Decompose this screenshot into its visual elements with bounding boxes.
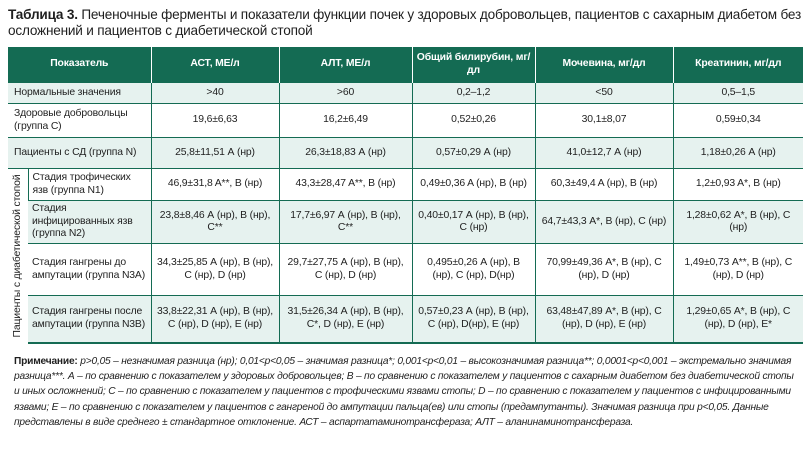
group-label-cell <box>8 169 28 343</box>
table-row-n3b <box>8 296 803 343</box>
cell-bilirubin: 0,495±0,26 А (нр), В (нр), С (нр), D(нр) <box>412 244 535 296</box>
cell-ast: 19,6±6,63 <box>151 104 279 138</box>
cell-bilirubin: 0,40±0,17 А (нр), В (нр), С (нр) <box>412 201 535 244</box>
cell-alt: 31,5±26,34 А (нр), В (нр), С*, D (нр), Е (нр) <box>279 296 412 343</box>
table-row-n3a <box>8 244 803 296</box>
cell-creatinine: 1,29±0,65 А*, В (нр), С (нр), D (нр), Е* <box>673 296 803 343</box>
row-label: Пациенты с СД (группа N) <box>8 138 151 169</box>
table-row-healthy <box>8 104 803 138</box>
table-row-n1 <box>8 169 803 201</box>
cell-ast: 33,8±22,31 А (нр), В (нр), С (нр), D (нр), Е (нр) <box>151 296 279 343</box>
group-label: Пациенты с диабетической стопой <box>11 174 23 338</box>
cell-urea: 41,0±12,7 А (нр) <box>535 138 673 169</box>
cell-creatinine: 0,59±0,34 <box>673 104 803 138</box>
header-row <box>8 47 803 83</box>
cell-urea: 64,7±43,3 А*, В (нр), С (нр) <box>535 201 673 244</box>
cell-alt: >60 <box>279 83 412 104</box>
table-note <box>14 354 800 430</box>
cell-ast: >40 <box>151 83 279 104</box>
cell-alt: 17,7±6,97 А (нр), В (нр), С** <box>279 201 412 244</box>
cell-alt: 43,3±28,47 A**, B (нр) <box>279 169 412 201</box>
row-label: Стадия гангрены после ампутации (группа N3B) <box>28 296 151 343</box>
row-label: Нормальные значения <box>8 83 151 104</box>
cell-ast: 46,9±31,8 A**, B (нр) <box>151 169 279 201</box>
cell-urea: 30,1±8,07 <box>535 104 673 138</box>
cell-ast: 25,8±11,51 А (нр) <box>151 138 279 169</box>
cell-alt: 16,2±6,49 <box>279 104 412 138</box>
col-header-bilirubin: Общий билирубин, мг/дл <box>412 47 535 83</box>
cell-creatinine: 1,49±0,73 А**, В (нр), С (нр), D (нр) <box>673 244 803 296</box>
table-row-n2 <box>8 201 803 244</box>
cell-creatinine: 1,2±0,93 A*, B (нр) <box>673 169 803 201</box>
row-label: Стадия гангрены до ампутации (группа N3A) <box>28 244 151 296</box>
table-caption: Печеночные ферменты и показатели функции почек у здоровых добровольцев, пациентов с сахарным диабетом без осложнений и пациентов с диабетической стопой <box>8 7 801 38</box>
note-significance: p>0,05 – незначимая разница (нр); 0,01<p<0,05 – значимая разница*; 0,001<p<0,01 – высокозначимая разница**; 0,0001<p<0,001 – экстремально значимая разница***. <box>14 356 792 383</box>
cell-alt: 26,3±18,83 А (нр) <box>279 138 412 169</box>
cell-bilirubin: 0,57±0,29 А (нр) <box>412 138 535 169</box>
cell-urea: 70,99±49,36 А*, В (нр), С (нр), D (нр) <box>535 244 673 296</box>
col-header-creatinine: Креатинин, мг/дл <box>673 47 803 83</box>
note-text: А – по сравнению с показателем у здоровых добровольцев; В – по сравнению с показателем у пациентов с сахарным диабетом без диабетической стопы и иных осложнений; С – по сравнению с показателем у пациентов с трофическими язвами стопы; D – по сравнению с показателем у пациентов с инфицированными язвами; Е – по сравнению с показателем у пациентов с гангреной до ампутации пальца(ев) или стопы (предампутанты). Значимая разница при p<0,05. Данные представлены в виде среднего ± стандартное отклонение. АСТ – аспартатаминотрансфераза; АЛТ – аланинаминотрансфераза. <box>14 371 794 428</box>
col-header-alt: АЛТ, МЕ/л <box>279 47 412 83</box>
data-table <box>8 47 803 344</box>
cell-urea: 63,48±47,89 А*, В (нр), С (нр), D (нр), Е (нр) <box>535 296 673 343</box>
cell-alt: 29,7±27,75 А (нр), В (нр), С (нр), D (нр) <box>279 244 412 296</box>
cell-creatinine: 1,28±0,62 А*, В (нр), С (нр) <box>673 201 803 244</box>
table-row-normal <box>8 83 803 104</box>
cell-bilirubin: 0,49±0,36 A (нр), B (нр) <box>412 169 535 201</box>
row-label: Здоровые добровольцы (группа C) <box>8 104 151 138</box>
cell-bilirubin: 0,52±0,26 <box>412 104 535 138</box>
cell-ast: 23,8±8,46 А (нр), В (нр), С** <box>151 201 279 244</box>
col-header-indicator: Показатель <box>8 47 151 83</box>
cell-ast: 34,3±25,85 А (нр), В (нр), С (нр), D (нр) <box>151 244 279 296</box>
cell-creatinine: 1,18±0,26 А (нр) <box>673 138 803 169</box>
cell-creatinine: 0,5–1,5 <box>673 83 803 104</box>
note-label: Примечание: <box>14 356 78 367</box>
col-header-ast: АСТ, МЕ/л <box>151 47 279 83</box>
row-label: Стадия инфицированных язв (группа N2) <box>28 201 151 244</box>
table-row-diabetes <box>8 138 803 169</box>
cell-urea: 60,3±49,4 A (нр), B (нр) <box>535 169 673 201</box>
table-title <box>8 7 804 39</box>
cell-bilirubin: 0,2–1,2 <box>412 83 535 104</box>
table-number: Таблица 3. <box>8 7 78 22</box>
cell-bilirubin: 0,57±0,23 А (нр), В (нр), С (нр), D(нр), Е (нр) <box>412 296 535 343</box>
cell-urea: <50 <box>535 83 673 104</box>
row-label: Стадия трофических язв (группа N1) <box>28 169 151 201</box>
col-header-urea: Мочевина, мг/дл <box>535 47 673 83</box>
